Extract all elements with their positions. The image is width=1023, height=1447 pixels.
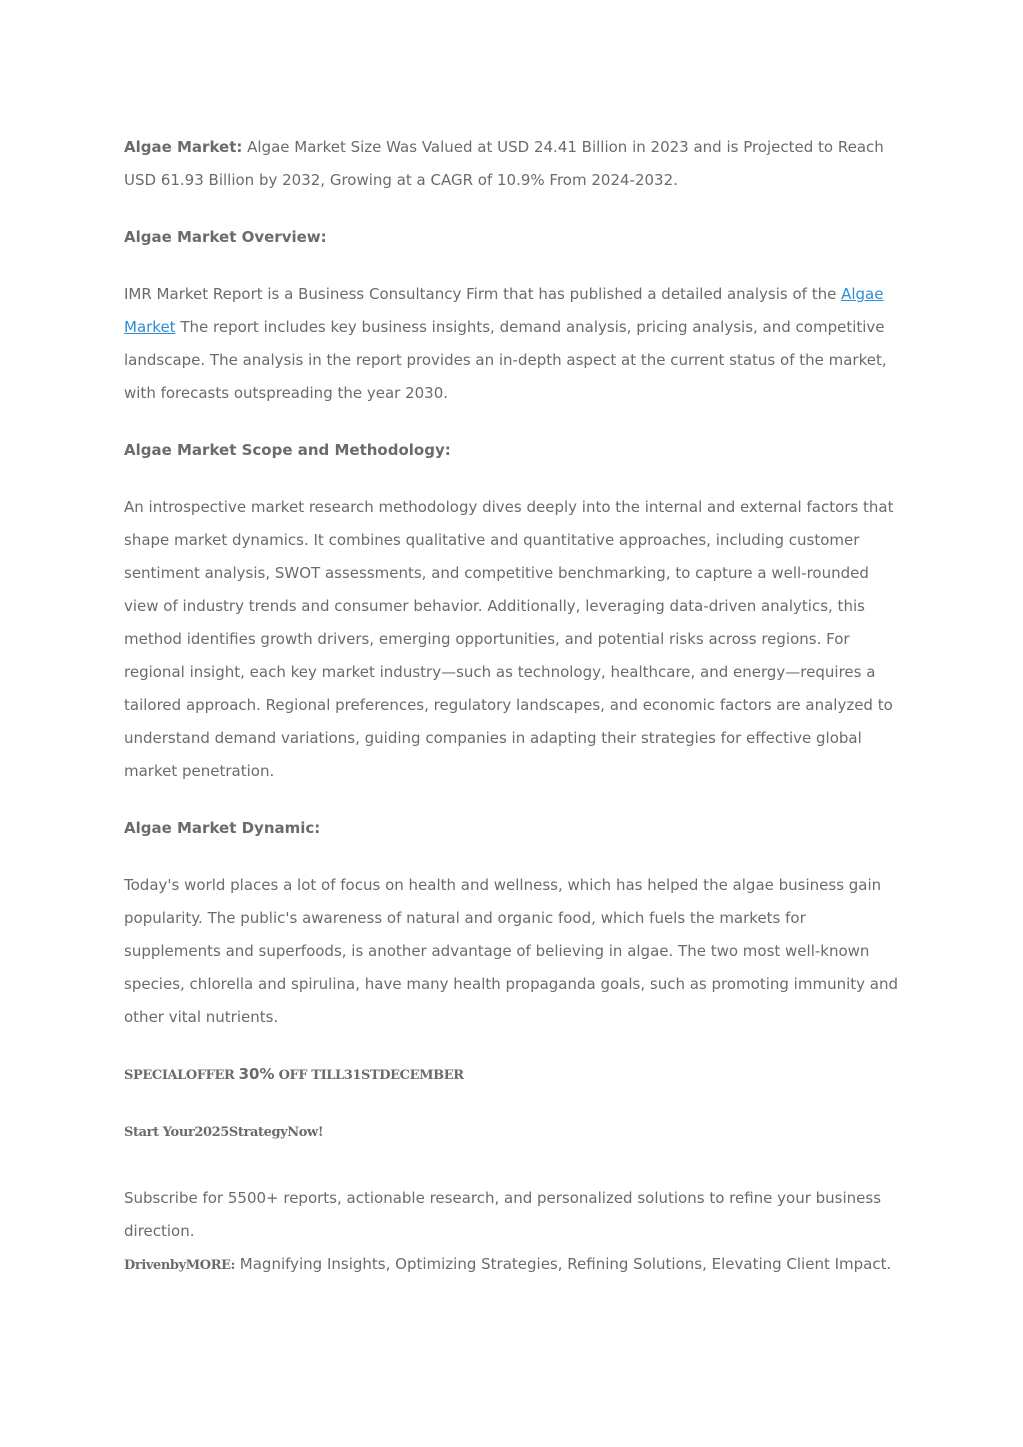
overview-paragraph [124,278,904,410]
scope-paragraph: An introspective market research methodology dives deeply into the internal and external factors that shape market dynamics. It combines qualitative and quantitative approaches, including customer sentiment analysis, SWOT assessments, and competitive benchmarking, to capture a well-rounded view of industry trends and consumer behavior. Additionally, leveraging data-driven analytics, this method identifies growth drivers, emerging opportunities, and potential risks across regions. For regional insight, each key market industry—such as technology, healthcare, and energy—requires a tailored approach. Regional preferences, regulatory landscapes, and economic factors are analyzed to understand demand variations, guiding companies in adapting their strategies for effective global market penetration. [124,498,894,780]
strategy-cta: Start Your2025StrategyNow! [124,1125,324,1140]
offer-percent: 30% [238,1065,275,1083]
document-body [124,131,904,1282]
driven-text: Magnifying Insights, Optimizing Strategies, Refining Solutions, Elevating Client Impact. [235,1255,892,1273]
dynamic-paragraph: Today's world places a lot of focus on health and wellness, which has helped the algae business gain popularity. The public's awareness of natural and organic food, which fuels the markets for supplements and superfoods, is another advantage of believing in algae. The two most well-known species, chlorella and spirulina, have many health propaganda goals, such as promoting immunity and other vital nutrients. [124,876,899,1026]
special-offer-line [124,1058,904,1092]
overview-heading: Algae Market Overview: [124,228,327,246]
dynamic-heading: Algae Market Dynamic: [124,819,321,837]
algae-market-link[interactable]: Algae Market [124,285,884,336]
offer-prefix: SPECIALOFFER [124,1068,239,1083]
intro-text: Algae Market Size Was Valued at USD 24.41 Billion in 2023 and is Projected to Reach USD 61.93 Billion by 2032, Growing at a CAGR of 10.9% From 2024-2032. [124,138,884,189]
scope-heading: Algae Market Scope and Methodology: [124,441,451,459]
overview-text-before: IMR Market Report is a Business Consultancy Firm that has published a detailed analysis of the [124,285,842,303]
subscribe-paragraph: Subscribe for 5500+ reports, actionable research, and personalized solutions to refine your business direction. [124,1189,882,1240]
driven-label: DrivenbyMORE: [124,1258,236,1273]
driven-line [124,1248,904,1282]
offer-suffix: OFF TILL31STDECEMBER [274,1068,464,1083]
intro-paragraph [124,131,904,197]
intro-label: Algae Market: [124,138,243,156]
overview-text-after: The report includes key business insights, demand analysis, pricing analysis, and competitive landscape. The analysis in the report provides an in-depth aspect at the current status of the market, with forecasts outspreading the year 2030. [124,318,887,402]
